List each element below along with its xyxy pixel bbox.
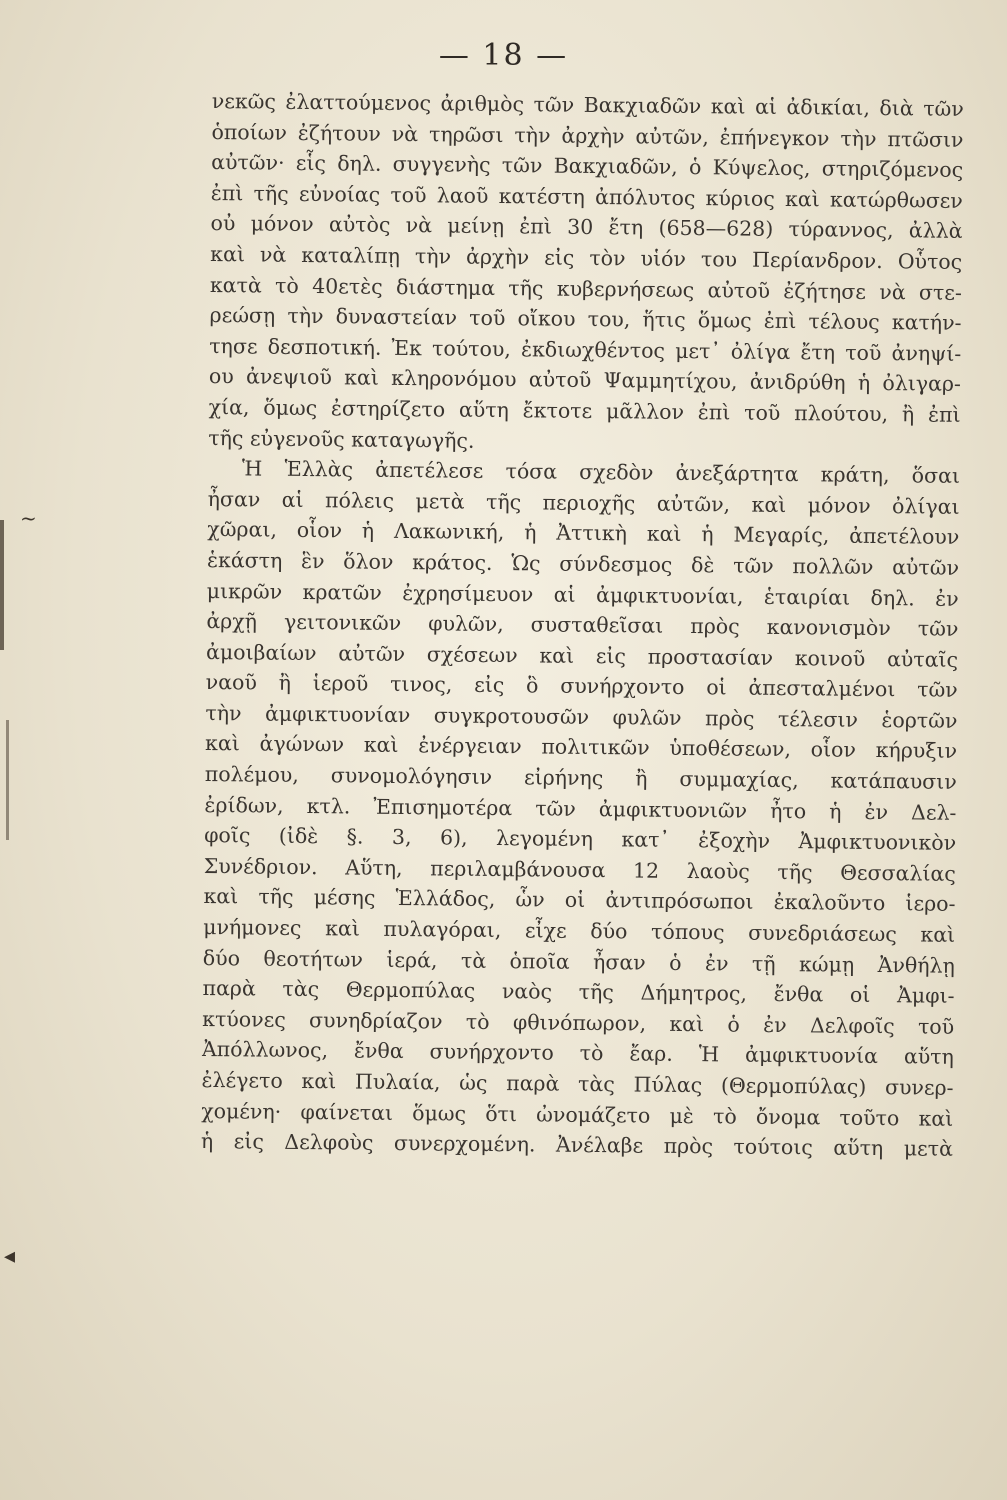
text-line: ρεώσῃ τὴν δυναστείαν τοῦ οἴκου του, ἥτις ὅμως ἐπὶ τέλους κατήν- <box>209 303 962 336</box>
margin-binding-mark <box>6 720 9 840</box>
text-line: ναοῦ ἢ ἱεροῦ τινος, εἰς ὃ συνήρχοντο οἱ ἀπεσταλμένοι τῶν <box>205 670 958 703</box>
paragraph-2 <box>201 453 960 1164</box>
text-line: χῶραι, οἷον ἡ Λακωνική, ἡ Ἀττικὴ καὶ ἡ Μεγαρίς, ἀπετέλουν <box>207 517 960 550</box>
body-text <box>201 86 964 1165</box>
text-line: ὁποίων ἐζήτουν νὰ τηρῶσι τὴν ἀρχὴν αὐτῶν, ἐπήνεγκον τὴν πτῶσιν <box>211 119 964 152</box>
text-line: παρὰ τὰς Θερμοπύλας ναὸς τῆς Δήμητρος, ἔνθα οἱ Ἀμφι- <box>202 976 955 1009</box>
text-line: ἑκάστη ἓν ὅλον κράτος. Ὡς σύνδεσμος δὲ τῶν πολλῶν αὐτῶν <box>206 547 960 580</box>
text-line: χία, ὅμως ἐστηρίζετο αὕτη ἔκτοτε μᾶλλον ἐπὶ τοῦ πλούτου, ἢ ἐπὶ <box>208 394 961 427</box>
text-line: μνήμονες καὶ πυλαγόραι, εἶχε δύο τόπους συνεδριάσεως καὶ <box>203 914 956 947</box>
text-line: καὶ τῆς μέσης Ἑλλάδος, ὧν οἱ ἀντιπρόσωποι ἐκαλοῦντο ἱερο- <box>203 884 956 917</box>
text-line: οὐ μόνον αὐτὸς νὰ μείνῃ ἐπὶ 30 ἔτη (658—628) τύραννος, ἀλλὰ <box>210 211 963 244</box>
text-line: καὶ ἀγώνων καὶ ἐνέργειαν πολιτικῶν ὑποθέσεων, οἷον κήρυξιν <box>204 731 958 764</box>
text-line: μικρῶν κρατῶν ἐχρησίμευον αἱ ἀμφικτυονίαι, ἑταιρίαι δηλ. ἐν <box>206 578 959 611</box>
text-line: φοῖς (ἰδὲ §. 3, 6), λεγομένη κατ᾿ ἐξοχὴν Ἀμφικτυονικὸν <box>204 823 957 856</box>
text-line: χομένη· φαίνεται ὅμως ὅτι ὠνομάζετο μὲ τὸ ὄνομα τοῦτο καὶ <box>201 1098 954 1131</box>
text-line: κτύονες συνηδρίαζον τὸ φθινόπωρον, καὶ ὁ ἐν Δελφοῖς τοῦ <box>202 1006 955 1039</box>
margin-binding-mark <box>0 520 4 650</box>
text-line: ἦσαν αἱ πόλεις μετὰ τῆς περιοχῆς αὐτῶν, καὶ μόνον ὀλίγαι <box>207 486 960 519</box>
text-line: Ἡ Ἑλλὰς ἀπετέλεσε τόσα σχεδὸν ἀνεξάρτητα κράτη, ὅσαι <box>241 456 961 488</box>
text-line: Συνέδριον. Αὕτη, περιλαμβάνουσα 12 λαοὺς τῆς Θεσσαλίας <box>203 853 956 886</box>
text-line: ἐρίδων, κτλ. Ἐπισημοτέρα τῶν ἀμφικτυονιῶν ἦτο ἡ ἐν Δελ- <box>204 792 957 825</box>
text-line: τῆς εὐγενοῦς καταγωγῆς. <box>208 425 475 453</box>
text-line: ἡ εἰς Δελφοὺς συνερχομένη. Ἀνέλαβε πρὸς τούτοις αὕτη μετὰ <box>200 1129 954 1162</box>
text-line: καὶ νὰ καταλίπῃ τὴν ἀρχὴν εἰς τὸν υἱόν του Περίανδρον. Οὗτος <box>210 241 963 274</box>
text-line: Ἀπόλλωνος, ἔνθα συνήρχοντο τὸ ἔαρ. Ἡ ἀμφικτυονία αὕτη <box>201 1037 954 1070</box>
page-number: — 18 — <box>438 38 569 73</box>
text-line: δύο θεοτήτων ἱερά, τὰ ὁποῖα ἦσαν ὁ ἐν τῇ κώμῃ Ἀνθήλῃ <box>202 945 955 978</box>
text-line: ἀρχῇ γειτονικῶν φυλῶν, συσταθεῖσαι πρὸς κανονισμὸν τῶν <box>206 609 959 641</box>
margin-arrow-mark: ◂ <box>4 1244 16 1269</box>
text-line: νεκῶς ἐλαττούμενος ἀριθμὸς τῶν Βακχιαδῶν καὶ αἱ ἀδικίαι, διὰ τῶν <box>211 88 964 121</box>
text-line: ἐπὶ τῆς εὐνοίας τοῦ λαοῦ κατέστη ἀπόλυτος κύριος καὶ κατώρθωσεν <box>210 180 963 213</box>
text-line: ἀμοιβαίων αὐτῶν σχέσεων καὶ εἰς προστασίαν κοινοῦ αὐταῖς <box>205 639 959 672</box>
text-line: τησε δεσποτική. Ἐκ τούτου, ἐκδιωχθέντος μετ᾿ ὀλίγα ἔτη τοῦ ἀνηψί- <box>209 333 962 366</box>
paragraph-1 <box>208 86 964 461</box>
text-line: αὐτῶν· εἷς δηλ. συγγενὴς τῶν Βακχιαδῶν, ὁ Κύψελος, στηριζόμενος <box>211 150 964 183</box>
text-line: ου ἀνεψιοῦ καὶ κληρονόμου αὐτοῦ Ψαμμητίχου, ἀνιδρύθη ἡ ὀλιγαρ- <box>208 364 962 397</box>
text-line: κατὰ τὸ 40ετὲς διάστημα τῆς κυβερνήσεως αὐτοῦ ἐζήτησε νὰ στε- <box>209 272 963 305</box>
margin-dash-mark: ~ <box>20 506 37 530</box>
text-line: ἐλέγετο καὶ Πυλαία, ὡς παρὰ τὰς Πύλας (Θερμοπύλας) συνερ- <box>201 1067 954 1100</box>
text-line: τὴν ἀμφικτυονίαν συγκροτουσῶν φυλῶν πρὸς τέλεσιν ἑορτῶν <box>205 700 958 733</box>
text-line: πολέμου, συνομολόγησιν εἰρήνης ἢ συμμαχίας, κατάπαυσιν <box>204 762 957 794</box>
